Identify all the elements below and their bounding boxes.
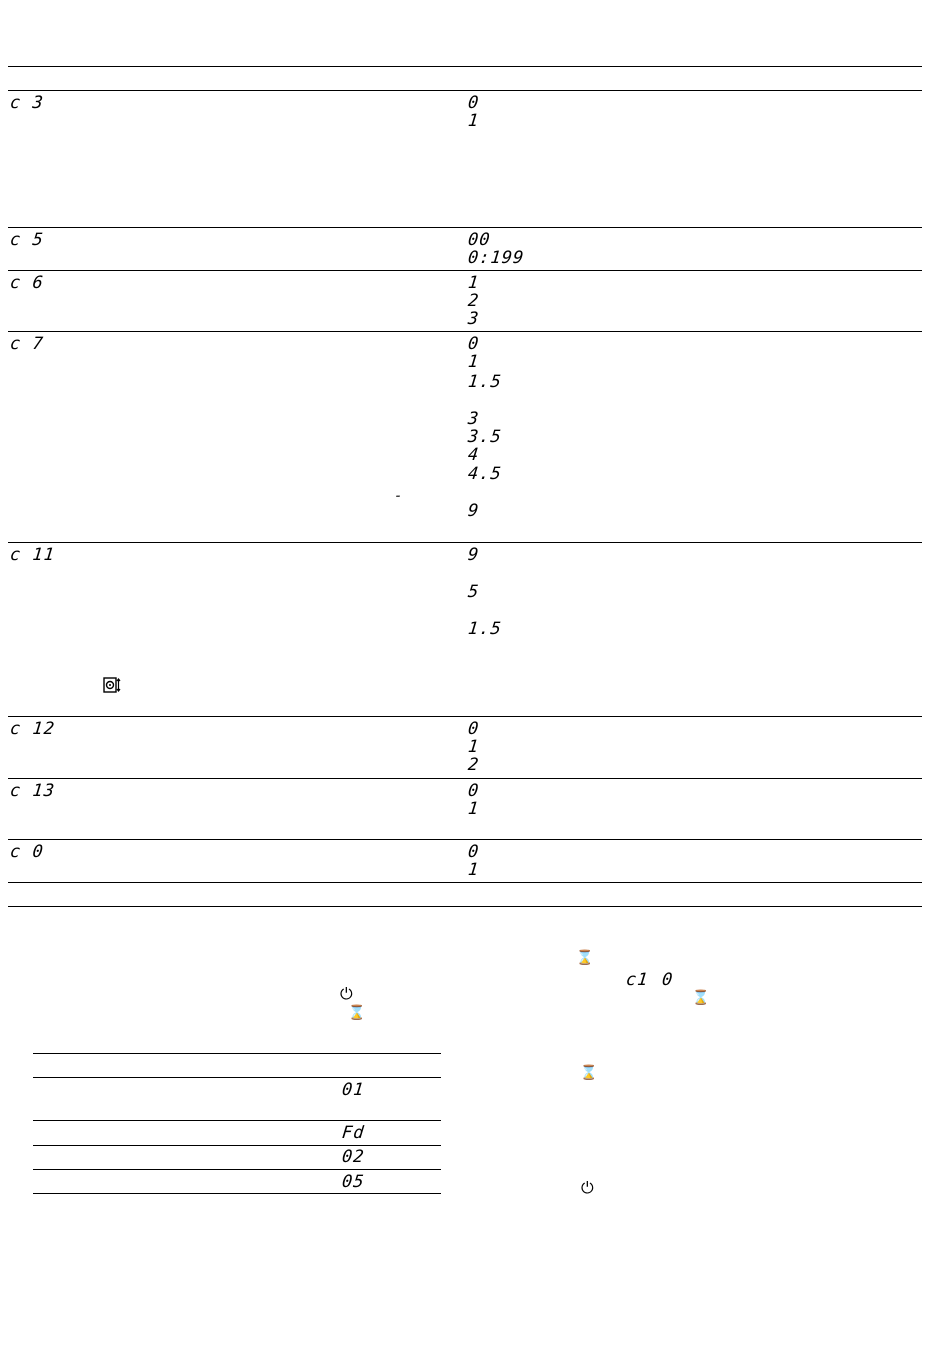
- setting-value: 0: [467, 781, 481, 801]
- table-header-rule: [8, 90, 922, 91]
- setting-value: 0:199: [467, 248, 526, 268]
- setting-code-c12: c 12: [9, 719, 57, 739]
- setting-code-c7: c 7: [9, 334, 45, 354]
- setting-value: 0: [661, 970, 675, 990]
- codes-table-row-rule: [33, 1120, 441, 1121]
- hourglass-icon: ⌛: [348, 1005, 366, 1021]
- codes-table-bottom-rule: [33, 1193, 441, 1194]
- setting-value: 0: [467, 334, 481, 354]
- hourglass-icon: ⌛: [580, 1065, 598, 1081]
- codes-table-header-rule: [33, 1077, 441, 1078]
- row-divider: [8, 778, 922, 779]
- setting-value: 2: [467, 755, 481, 775]
- error-code: 02: [341, 1147, 366, 1167]
- hourglass-icon: ⌛: [692, 990, 710, 1006]
- setting-value: 1: [467, 273, 481, 293]
- setting-value: 3: [467, 409, 481, 429]
- setting-code-c5: c 5: [9, 230, 45, 250]
- setting-value: 1: [467, 860, 481, 880]
- row-divider: [8, 542, 922, 543]
- codes-table-row-rule: [33, 1145, 441, 1146]
- setting-value: 4: [467, 445, 481, 465]
- setting-value: 3: [467, 309, 481, 329]
- row-divider: [8, 331, 922, 332]
- error-code: 05: [341, 1172, 366, 1192]
- setting-value: 1.5: [467, 372, 503, 392]
- codes-table-row-rule: [33, 1169, 441, 1170]
- setting-code-c13: c 13: [9, 781, 57, 801]
- table-bottom-rule: [8, 882, 922, 883]
- section-rule: [8, 906, 922, 907]
- setting-value: 9: [467, 501, 481, 521]
- table-top-rule: [8, 66, 922, 67]
- setting-value: 1: [467, 799, 481, 819]
- setting-value: 1: [467, 111, 481, 131]
- hourglass-icon: ⌛: [576, 950, 594, 966]
- setting-value: 3.5: [467, 427, 503, 447]
- setting-value: 00: [467, 230, 492, 250]
- setting-value: 0: [467, 842, 481, 862]
- setting-code-c0: c 0: [9, 842, 45, 862]
- error-code: 01: [341, 1080, 366, 1100]
- setting-value: 1: [467, 737, 481, 757]
- dash-mark: -: [393, 488, 405, 504]
- codes-table-top-rule: [33, 1053, 441, 1054]
- power-icon: ⏻: [581, 1178, 594, 1197]
- error-code: Fd: [341, 1123, 366, 1143]
- setting-value: 0: [467, 93, 481, 113]
- setting-value: 4.5: [467, 464, 503, 484]
- setting-value: 5: [467, 582, 481, 602]
- setting-value: 0: [467, 719, 481, 739]
- power-icon: ⏻: [340, 984, 353, 1003]
- fan-icon: [103, 677, 121, 693]
- setting-code-c6: c 6: [9, 273, 45, 293]
- setting-code-c11: c 11: [9, 545, 57, 565]
- setting-value: 9: [467, 545, 481, 565]
- row-divider: [8, 839, 922, 840]
- setting-value: 1: [467, 352, 481, 372]
- setting-code-c1: c1: [625, 970, 650, 990]
- row-divider: [8, 270, 922, 271]
- setting-code-c3: c 3: [9, 93, 45, 113]
- row-divider: [8, 716, 922, 717]
- setting-value: 2: [467, 291, 481, 311]
- setting-value: 1.5: [467, 619, 503, 639]
- row-divider: [8, 227, 922, 228]
